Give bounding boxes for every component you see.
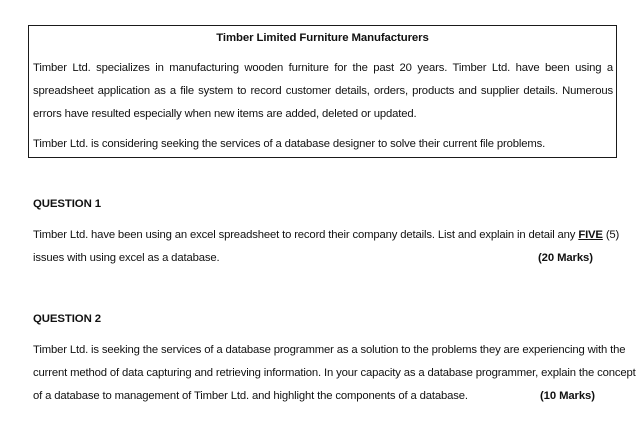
question-2-marks: (10 Marks) (540, 390, 595, 402)
question-2-line-1: Timber Ltd. is seeking the services of a database programmer as a solution to the problems they are experiencing with the (33, 344, 626, 356)
question-1-marks: (20 Marks) (538, 252, 593, 264)
case-study-title: Timber Limited Furniture Manufacturers (216, 32, 429, 44)
case-study-box (28, 25, 617, 158)
question-2-line-2: current method of data capturing and retrieving information. In your capacity as a database programmer, explain the concept (33, 367, 636, 379)
question-1-heading: QUESTION 1 (33, 198, 101, 210)
case-study-paragraph-1 (33, 57, 613, 126)
case-study-paragraph-1-line: especially when new items are added, deleted or updated. (133, 108, 417, 120)
question-1-line-2: issues with using excel as a database. (33, 252, 220, 264)
case-study-paragraph-1-line: application as a file system to record customer details, orders, products and supplier details. Numerous errors have resulted (33, 85, 613, 120)
case-study-paragraph-2: Timber Ltd. is considering seeking the services of a database designer to solve their current file problems. (33, 138, 546, 150)
question-1-text: Timber Ltd. have been using an excel spreadsheet to record their company details. List and explain in detail any (33, 229, 579, 241)
question-2-line-3: of a database to management of Timber Ltd. and highlight the components of a database. (33, 390, 468, 402)
question-1-emphasis: FIVE (578, 229, 603, 241)
question-1-line-1 (33, 229, 619, 241)
question-2-heading: QUESTION 2 (33, 313, 101, 325)
question-1-count: (5) (602, 229, 620, 241)
case-study-paragraph-1-line: Timber Ltd. specializes in manufacturing wooden furniture for the past 20 years. Timber Ltd. have been using a spreadsheet (33, 62, 613, 97)
